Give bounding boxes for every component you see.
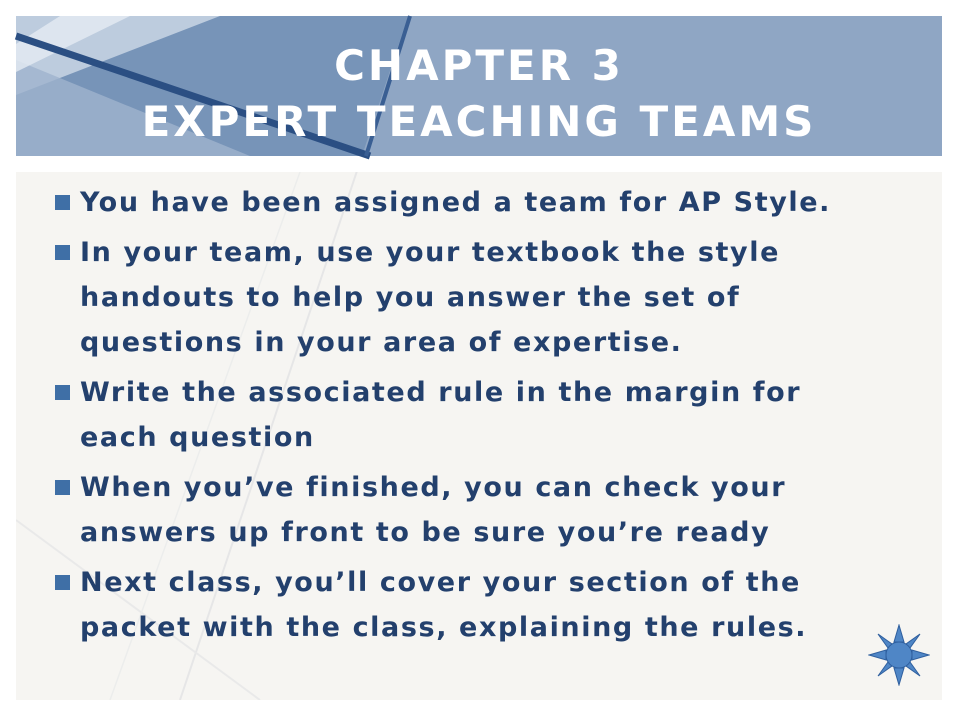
sun-icon [868,624,930,686]
bullet-text: Next class, you’ll cover your section of the packet with the class, explaining the rules. [80,567,808,643]
square-bullet-icon [55,480,70,495]
square-bullet-icon [55,385,70,400]
bullet-item [54,465,884,555]
bullet-item [54,230,884,365]
square-bullet-icon [55,195,70,210]
title-line-chapter: CHAPTER 3 [334,41,624,90]
square-bullet-icon [55,245,70,260]
bullet-text: When you’ve finished, you can check your answers up front to be sure you’re ready [80,472,787,548]
slide-title [16,16,942,156]
bullet-item [54,560,884,650]
bullet-text: You have been assigned a team for AP Style. [80,187,832,218]
bullet-text: Write the associated rule in the margin for each question [80,377,802,453]
bullet-item [54,370,884,460]
square-bullet-icon [55,575,70,590]
title-line-topic: EXPERT TEACHING TEAMS [141,97,817,146]
bullet-item [54,180,884,225]
bullet-text: In your team, use your textbook the style handouts to help you answer the set of questions in your area of expertise. [80,237,780,358]
bullet-list [54,180,884,655]
